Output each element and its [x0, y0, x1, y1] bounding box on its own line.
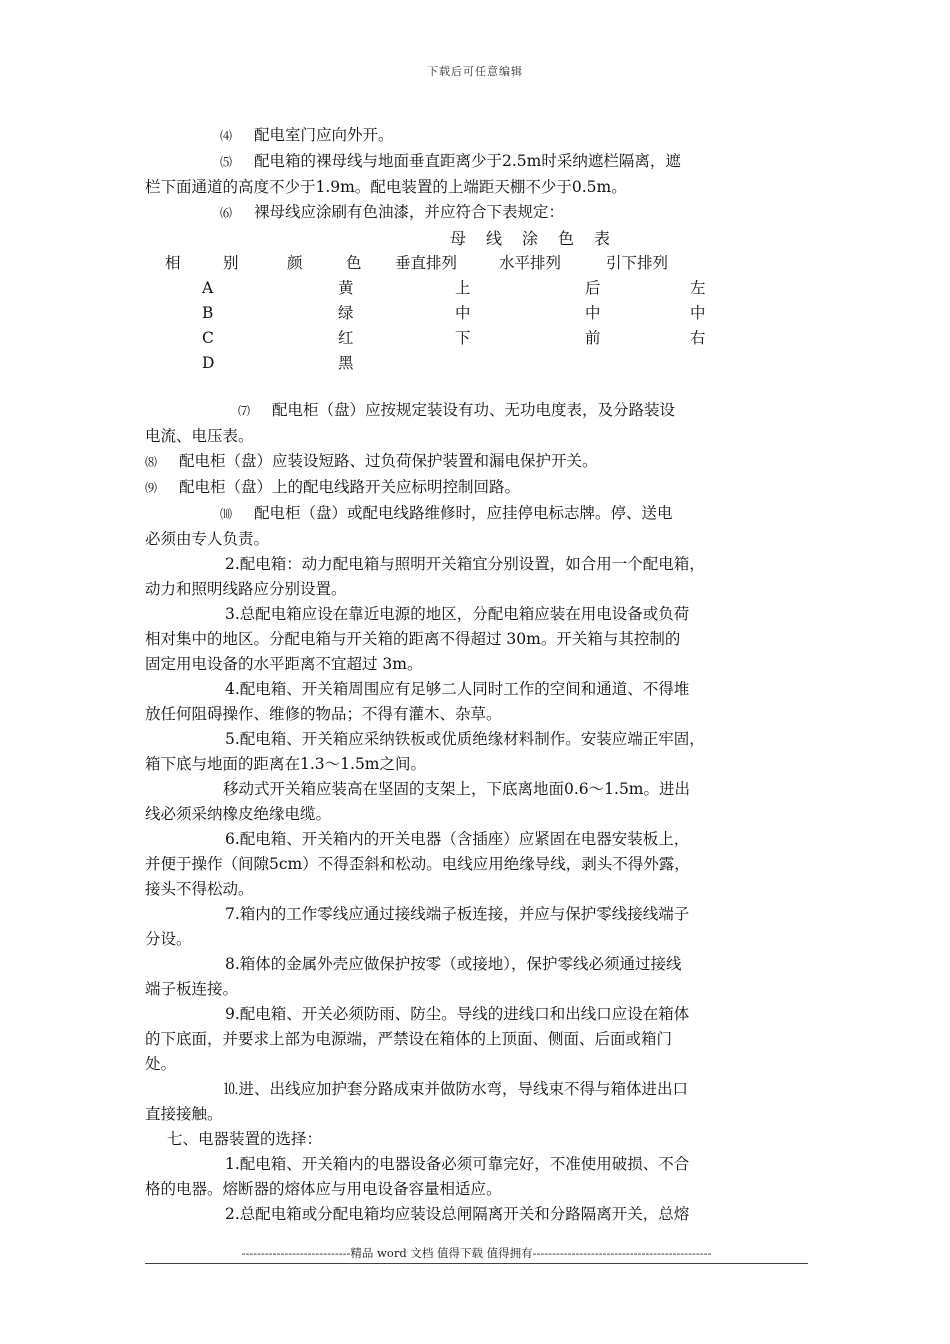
paragraph-line	[145, 1052, 808, 1077]
table-header-cell: 水平排列	[499, 254, 562, 272]
page-footer: ----------------------------精品 word 文档 值得下载 值得拥有----------------------------------------------	[241, 1246, 712, 1260]
paragraph-line	[145, 577, 808, 602]
line-text: 2.总配电箱或分配电箱均应装设总闸隔离开关和分路隔离开关，总熔	[225, 1205, 690, 1223]
paragraph-line	[145, 602, 808, 627]
table-cell: 中	[455, 304, 471, 322]
line-text: 并便于操作（间隙5cm）不得歪斜和松动。电线应用绝缘导线，剥头不得外露，	[145, 855, 690, 873]
table-row	[145, 301, 808, 326]
line-text: 配电室门应向外开。	[254, 126, 394, 144]
paragraph-line	[145, 952, 808, 977]
table-header-cell: 垂直排列	[395, 254, 458, 272]
paragraph-line	[145, 1102, 808, 1127]
item-number: ⑺	[238, 404, 251, 418]
paragraph-line	[145, 702, 808, 727]
line-text: 必须由专人负责。	[145, 530, 270, 548]
paragraph-line	[145, 527, 808, 552]
line-text: 4.配电箱、开关箱周围应有足够二人同时工作的空间和通道、不得堆	[225, 680, 690, 698]
footer-divider	[145, 1263, 808, 1264]
line-text: 的下底面，并要求上部为电源端，严禁设在箱体的上顶面、侧面、后面或箱门	[145, 1030, 673, 1048]
table-cell: B	[202, 304, 214, 322]
paragraph-line	[145, 652, 808, 677]
paragraph-line	[145, 424, 808, 449]
line-text: 栏下面通道的高度不少于1.9m。配电装置的上端距天棚不少于0.5m。	[145, 178, 627, 196]
paragraph-line	[145, 501, 808, 527]
line-text: 配电箱的裸母线与地面垂直距离少于2.5m时采纳遮栏隔离，遮	[254, 152, 681, 170]
line-text: 3.总配电箱应设在靠近电源的地区，分配电箱应装在用电设备或负荷	[225, 605, 690, 623]
line-text: 处。	[145, 1055, 177, 1073]
paragraph-line	[145, 877, 808, 902]
item-number: ⑻	[145, 455, 158, 469]
line-text: 配电柜（盘）或配电线路维修时，应挂停电标志牌。停、送电	[254, 504, 673, 522]
table-header-cell: 别	[223, 254, 239, 272]
line-text: 箱下底与地面的距离在1.3～1.5m之间。	[145, 755, 426, 773]
table-cell: 黄	[338, 279, 354, 297]
line-text: 接头不得松动。	[145, 880, 254, 898]
paragraph-line	[145, 777, 808, 802]
paragraph-line	[145, 627, 808, 652]
item-number: ⑹	[220, 206, 233, 220]
line-text: 固定用电设备的水平距离不宜超过 3m。	[145, 655, 423, 673]
items-section-2	[145, 398, 808, 1227]
paragraph-line	[145, 1202, 808, 1227]
table-cell: 左	[690, 279, 706, 297]
page-header: 下载后可任意编辑	[427, 65, 523, 78]
line-text: 配电柜（盘）上的配电线路开关应标明控制回路。	[179, 478, 521, 496]
line-text: 1.配电箱、开关箱内的电器设备必须可靠完好，不准使用破损、不合	[225, 1155, 690, 1173]
item-number: ⑽	[220, 507, 233, 521]
line-text: 2.配电箱：动力配电箱与照明开关箱宜分别设置，如合用一个配电箱，	[225, 555, 705, 573]
item-number: ⑸	[220, 155, 233, 169]
table-cell: C	[202, 329, 214, 347]
table-cell: 中	[690, 304, 706, 322]
line-text: 裸母线应涂刷有色油漆，并应符合下表规定：	[254, 203, 565, 221]
line-text: 7.箱内的工作零线应通过接线端子板连接，并应与保护零线接线端子	[225, 905, 690, 923]
paragraph-line	[145, 752, 808, 777]
table-header-cell: 引下排列	[606, 254, 669, 272]
paragraph-line	[145, 977, 808, 1002]
paragraph-line	[145, 175, 808, 200]
paragraph-line	[145, 727, 808, 752]
line-text: 直接接触。	[145, 1105, 223, 1123]
paragraph-line	[145, 398, 808, 424]
line-text: 动力和照明线路应分别设置。	[145, 580, 347, 598]
table-cell: 前	[585, 329, 601, 347]
line-text: 5.配电箱、开关箱应采纳铁板或优质绝缘材料制作。安装应端正牢固，	[225, 730, 705, 748]
item-number: ⑼	[145, 481, 158, 495]
line-text: ⒑进、出线应加护套分路成束并做防水弯，导线束不得与箱体进出口	[223, 1080, 689, 1098]
color-table-header	[145, 251, 808, 276]
paragraph-line	[145, 1002, 808, 1027]
table-header-cell: 颜	[287, 254, 303, 272]
color-table-title: 母 线 涂 色 表	[450, 229, 611, 248]
paragraph-line	[145, 552, 808, 577]
table-cell: 后	[585, 279, 601, 297]
table-cell: 绿	[338, 304, 354, 322]
paragraph-line	[145, 1077, 808, 1102]
line-text: 分设。	[145, 930, 192, 948]
line-text: 电流、电压表。	[145, 427, 254, 445]
paragraph-line	[145, 1177, 808, 1202]
table-cell: 黑	[338, 354, 354, 372]
table-cell: 红	[338, 329, 354, 347]
paragraph-line	[145, 475, 808, 501]
table-row	[145, 276, 808, 301]
paragraph-line	[145, 1027, 808, 1052]
paragraph-line	[145, 149, 808, 175]
paragraph-line	[145, 827, 808, 852]
paragraph-line	[145, 802, 808, 827]
paragraph-line	[145, 677, 808, 702]
line-text: 相对集中的地区。分配电箱与开关箱的距离不得超过 30m。开关箱与其控制的	[145, 630, 681, 648]
table-cell: 下	[455, 329, 471, 347]
table-row	[145, 351, 808, 376]
table-header-cell: 色	[346, 254, 362, 272]
line-text: 9.配电箱、开关必须防雨、防尘。导线的进线口和出线口应设在箱体	[225, 1005, 690, 1023]
table-cell: 上	[455, 279, 471, 297]
line-text: 格的电器。熔断器的熔体应与用电设备容量相适应。	[145, 1180, 502, 1198]
paragraph-line	[145, 902, 808, 927]
color-table-body	[145, 276, 808, 376]
items-section-1	[145, 123, 808, 226]
paragraph-line	[145, 1127, 808, 1152]
line-text: 端子板连接。	[145, 980, 239, 998]
table-header-cell: 相	[165, 254, 181, 272]
table-row	[145, 326, 808, 351]
table-cell: A	[202, 279, 214, 297]
line-text: 线必须采纳橡皮绝缘电缆。	[145, 805, 332, 823]
document-body	[145, 123, 808, 1227]
paragraph-line	[145, 123, 808, 149]
line-text: 配电柜（盘）应装设短路、过负荷保护装置和漏电保护开关。	[179, 452, 598, 470]
line-text: 放任何阻碍操作、维修的物品；不得有灌木、杂草。	[145, 705, 502, 723]
paragraph-line	[145, 852, 808, 877]
item-number: ⑷	[220, 129, 233, 143]
table-cell: 右	[690, 329, 706, 347]
paragraph-line	[145, 1152, 808, 1177]
line-text: 8.箱体的金属外壳应做保护按零（或接地），保护零线必须通过接线	[225, 955, 682, 973]
line-text: 6.配电箱、开关箱内的开关电器（含插座）应紧固在电器安装板上，	[225, 830, 690, 848]
paragraph-line	[145, 449, 808, 475]
line-text: 移动式开关箱应装高在坚固的支架上，下底离地面0.6～1.5m。进出	[223, 780, 691, 798]
paragraph-line	[145, 927, 808, 952]
paragraph-line	[145, 200, 808, 226]
table-cell: 中	[585, 304, 601, 322]
table-cell: D	[202, 354, 215, 372]
line-text: 七、电器装置的选择：	[167, 1130, 323, 1148]
line-text: 配电柜（盘）应按规定装设有功、无功电度表，及分路装设	[272, 401, 676, 419]
